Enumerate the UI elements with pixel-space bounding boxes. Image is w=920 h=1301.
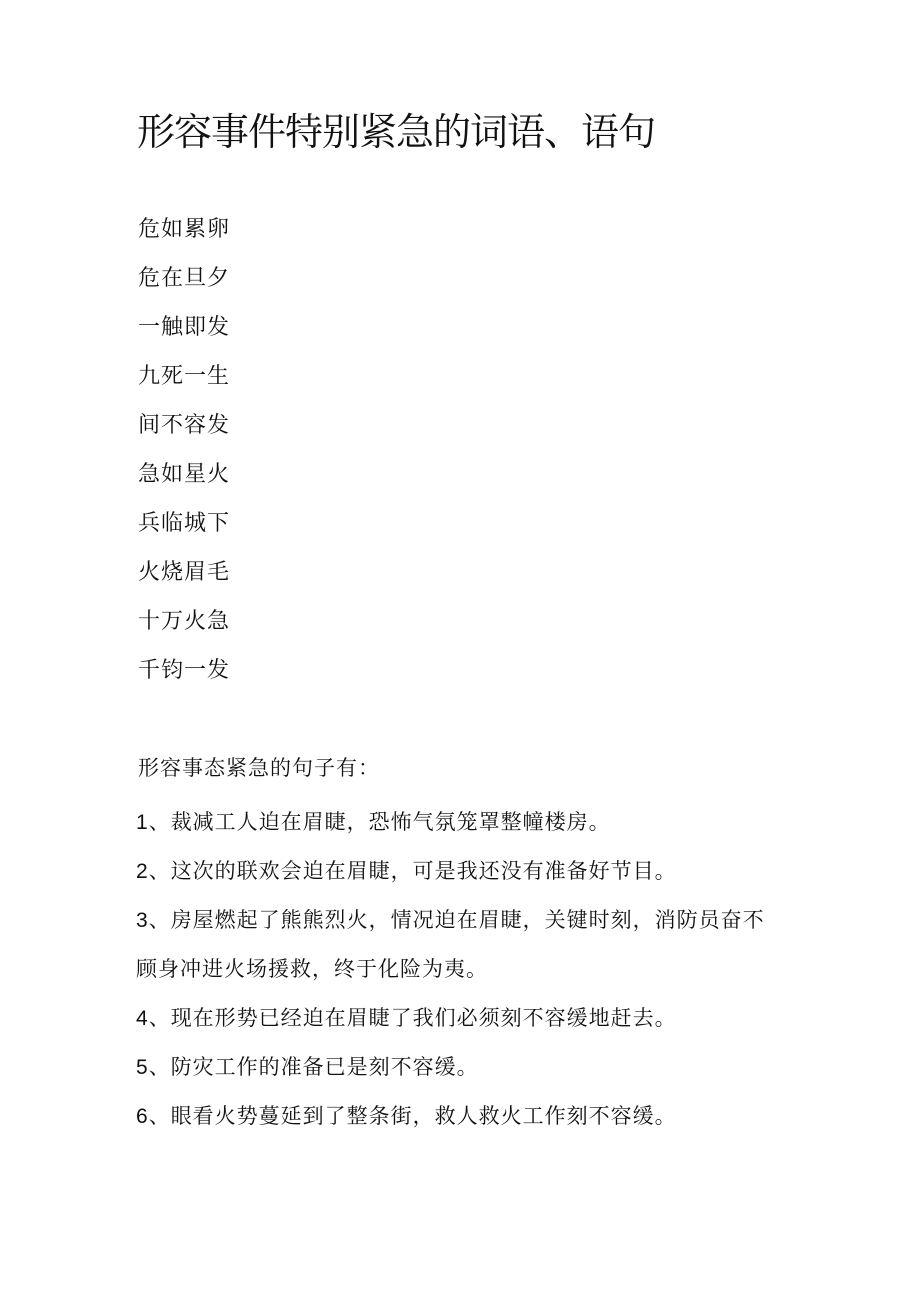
sentence-item [136, 1043, 786, 1092]
list-item: 一触即发 [138, 315, 231, 340]
sentence-item [136, 847, 786, 896]
sentence-text: 现在形势已经迫在眉睫了我们必须刻不容缓地赶去。 [170, 1006, 677, 1030]
sentence-separator: 、 [148, 908, 171, 932]
sentence-number: 1 [136, 811, 149, 834]
list-item: 千钧一发 [138, 658, 231, 683]
sentence-number: 5 [136, 1056, 149, 1079]
list-item: 间不容发 [138, 413, 231, 438]
sentence-separator: 、 [148, 1006, 171, 1030]
sentence-text: 眼看火势蔓延到了整条街，救人救火工作刻不容缓。 [170, 1104, 677, 1128]
sentence-text: 这次的联欢会迫在眉睫，可是我还没有准备好节目。 [170, 859, 677, 883]
sentence-separator: 、 [148, 859, 171, 883]
sentence-number: 6 [136, 1105, 149, 1128]
list-item: 兵临城下 [138, 511, 231, 536]
sentence-item [136, 798, 786, 847]
list-item: 九死一生 [138, 364, 231, 389]
sentence-text: 防灾工作的准备已是刻不容缓。 [170, 1055, 479, 1079]
list-item: 危如累卵 [138, 217, 231, 242]
sentence-text: 房屋燃起了熊熊烈火，情况迫在眉睫，关键时刻，消防员奋不顾身冲进火场援救，终于化险为夷。 [136, 908, 765, 981]
page-title: 形容事件特别紧急的词语、语句 [137, 110, 656, 154]
sentence-item [136, 896, 786, 994]
sentence-number: 4 [136, 1007, 149, 1030]
idiom-list [138, 212, 230, 702]
sentence-separator: 、 [148, 1055, 171, 1079]
sentence-number: 3 [136, 909, 149, 932]
sentence-item [136, 1092, 786, 1141]
sentence-item [136, 994, 786, 1043]
list-item: 危在旦夕 [138, 266, 231, 291]
sentence-separator: 、 [148, 810, 171, 834]
list-item: 十万火急 [138, 609, 231, 634]
sentence-text: 裁减工人迫在眉睫，恐怖气氛笼罩整幢楼房。 [170, 810, 611, 834]
sentence-list [136, 798, 786, 1141]
sentences-intro: 形容事态紧急的句子有： [138, 756, 380, 780]
list-item: 急如星火 [138, 462, 231, 487]
list-item: 火烧眉毛 [138, 560, 231, 585]
sentence-separator: 、 [148, 1104, 171, 1128]
sentence-number: 2 [136, 860, 149, 883]
